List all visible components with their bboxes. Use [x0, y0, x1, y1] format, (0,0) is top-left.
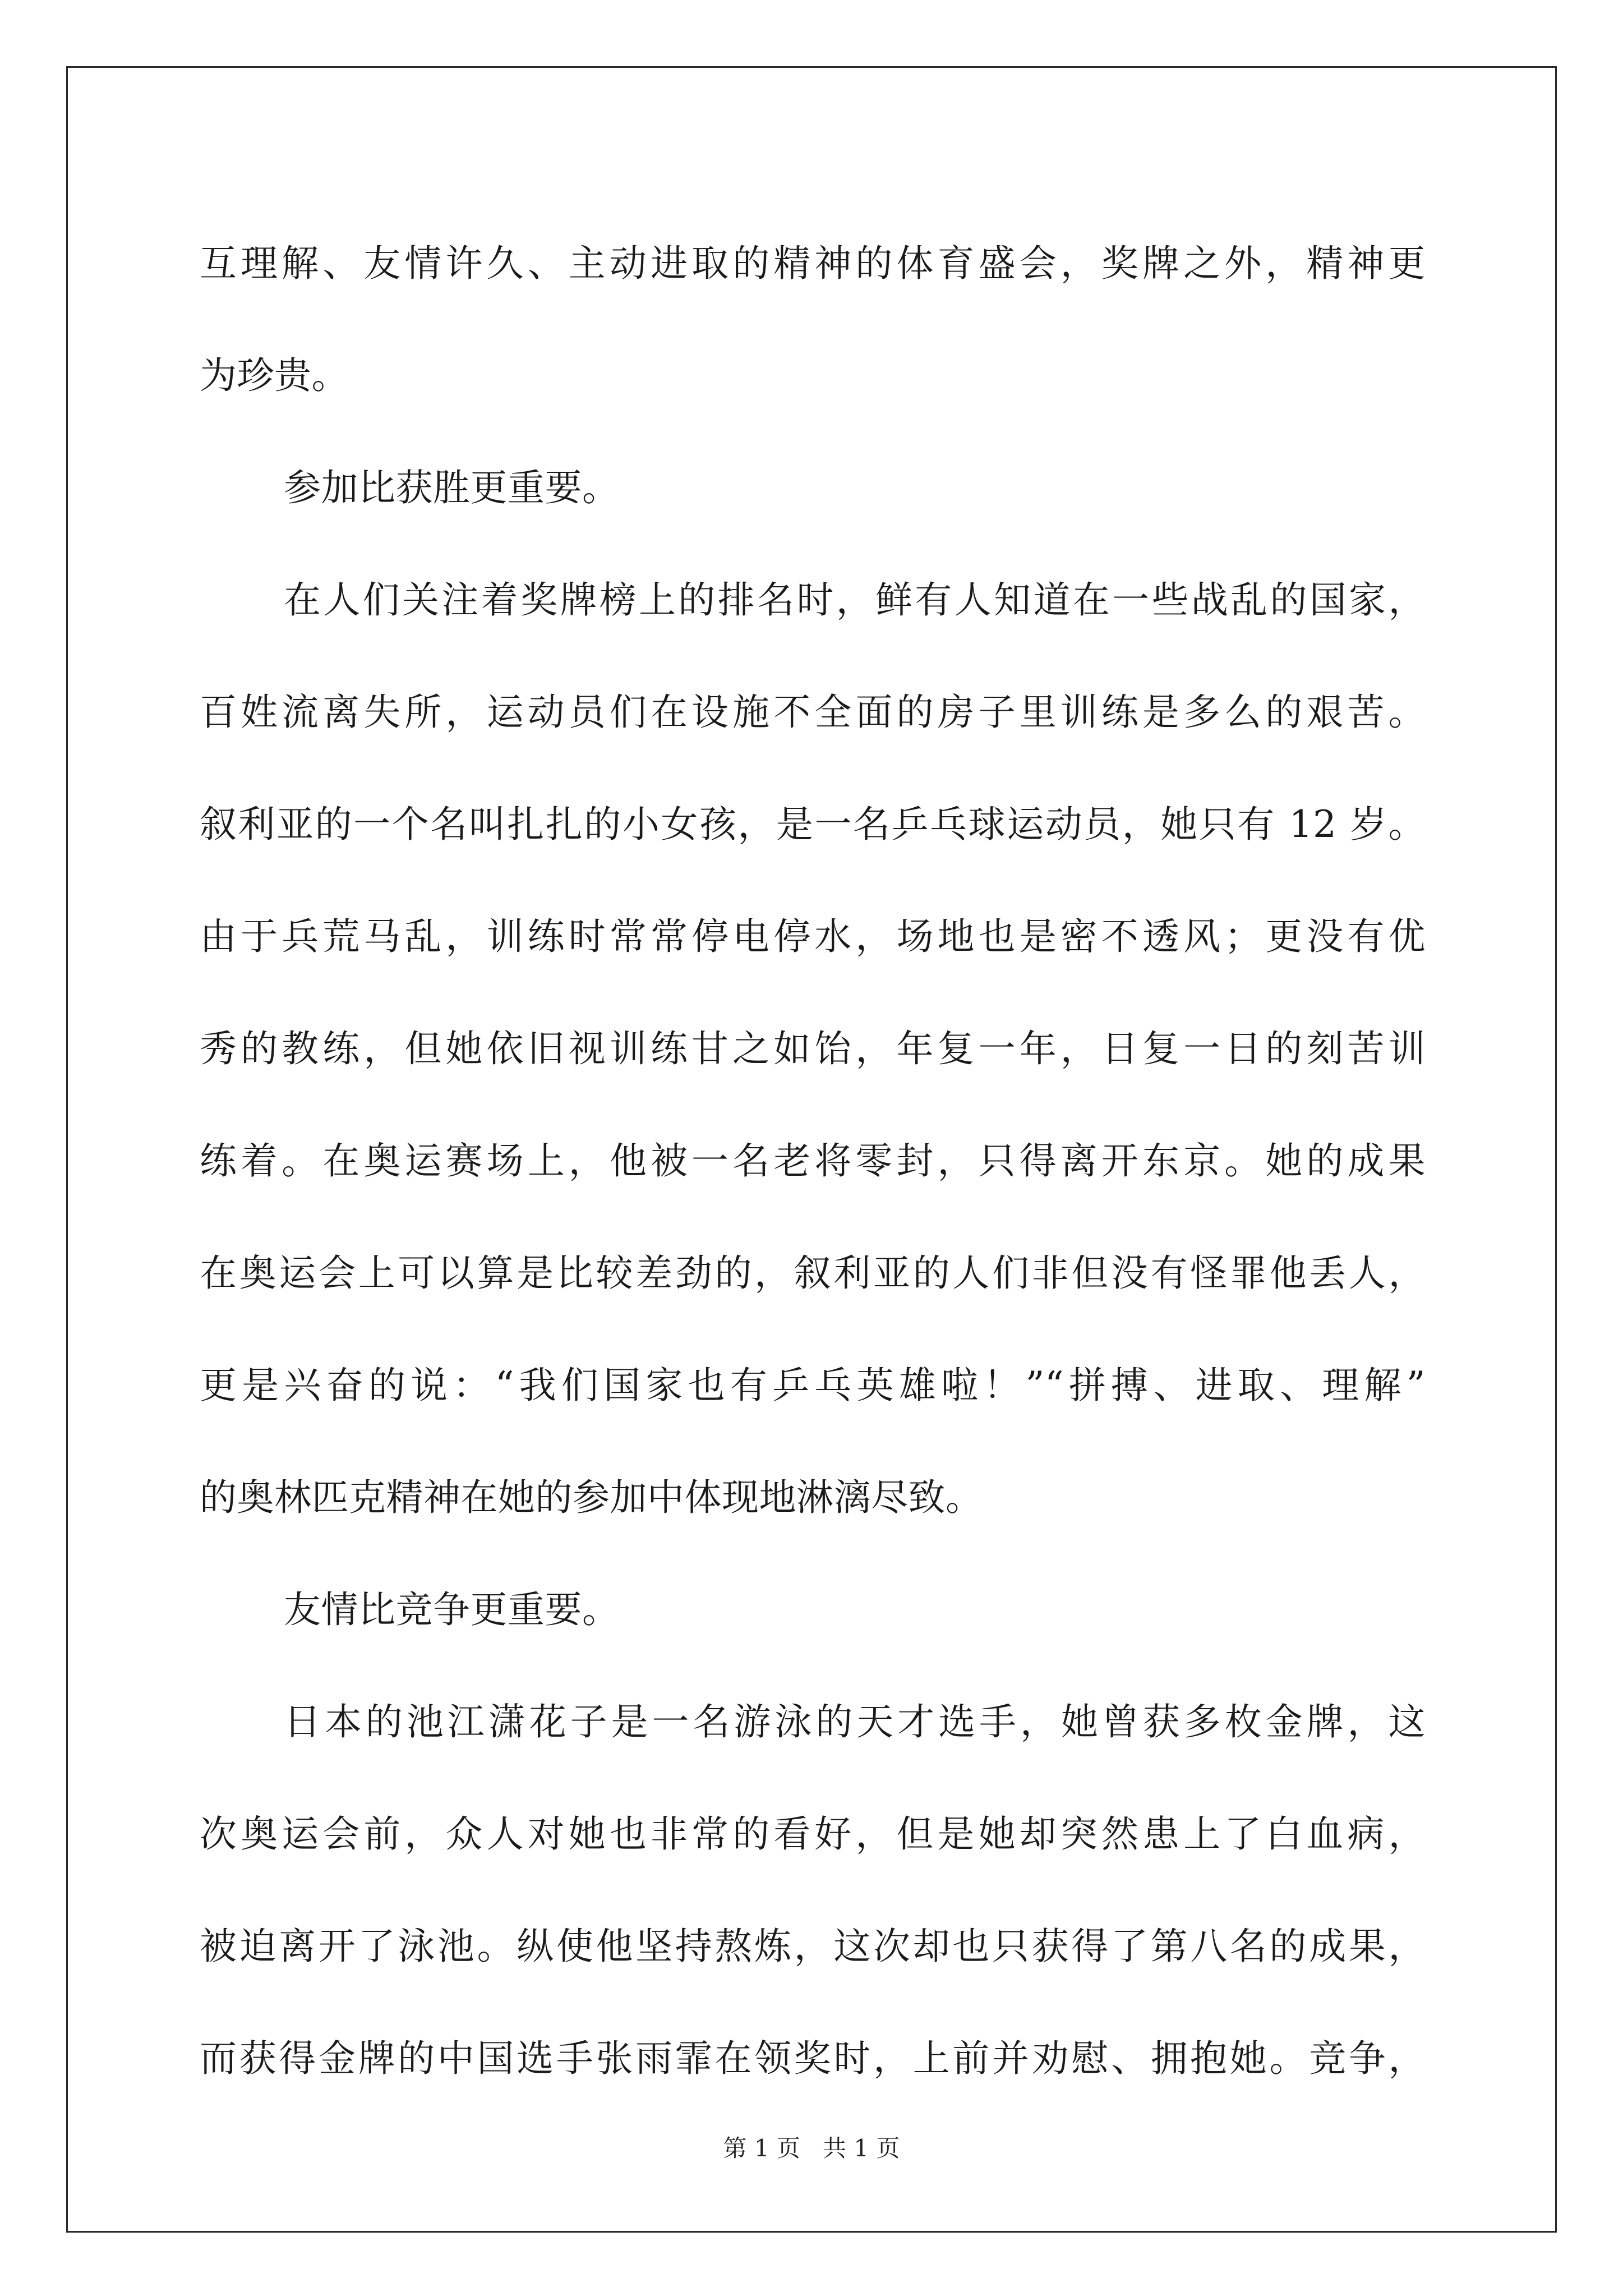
text-line: 百姓流离失所，运动员们在设施不全面的房子里训练是多么的艰苦。 [200, 691, 1426, 734]
document-body [200, 208, 1426, 2115]
text-line: 互理解、友情许久、主动进取的精神的体育盛会，奖牌之外，精神更 [200, 242, 1426, 285]
text-line: 被迫离开了泳池。纵使他坚持熬炼，这次却也只获得了第八名的成果， [200, 1925, 1426, 1968]
text-line: 由于兵荒马乱，训练时常常停电停水，场地也是密不透风；更没有优 [200, 915, 1426, 958]
text-line: 次奥运会前，众人对她也非常的看好，但是她却突然患上了白血病， [200, 1812, 1426, 1856]
text-line: 秀的教练，但她依旧视训练甘之如饴，年复一年，日复一日的刻苦训 [200, 1027, 1426, 1070]
text-line: 日本的池江潇花子是一名游泳的天才选手，她曾获多枚金牌，这 [284, 1700, 1426, 1743]
section-heading: 参加比获胜更重要。 [284, 466, 620, 509]
text-line: 更是兴奋的说：“我们国家也有乒乓英雄啦！”“拼搏、进取、理解” [200, 1364, 1426, 1407]
section-heading: 友情比竞争更重要。 [284, 1588, 620, 1631]
text-line: 练着。在奥运赛场上，他被一名老将零封，只得离开东京。她的成果 [200, 1139, 1426, 1182]
text-line: 叙利亚的一个名叫扎扎的小女孩，是一名乒乓球运动员，她只有 12 岁。 [200, 803, 1426, 846]
page-number-footer: 第 1 页 共 1 页 [723, 2134, 900, 2162]
text-line: 在人们关注着奖牌榜上的排名时，鲜有人知道在一些战乱的国家， [284, 578, 1426, 622]
text-line: 为珍贵。 [200, 354, 349, 397]
text-line: 在奥运会上可以算是比较差劲的，叙利亚的人们非但没有怪罪他丢人， [200, 1251, 1426, 1295]
text-line: 而获得金牌的中国选手张雨霏在领奖时，上前并劝慰、拥抱她。竞争， [200, 2037, 1426, 2080]
text-line: 的奥林匹克精神在她的参加中体现地淋漓尽致。 [200, 1476, 983, 1519]
